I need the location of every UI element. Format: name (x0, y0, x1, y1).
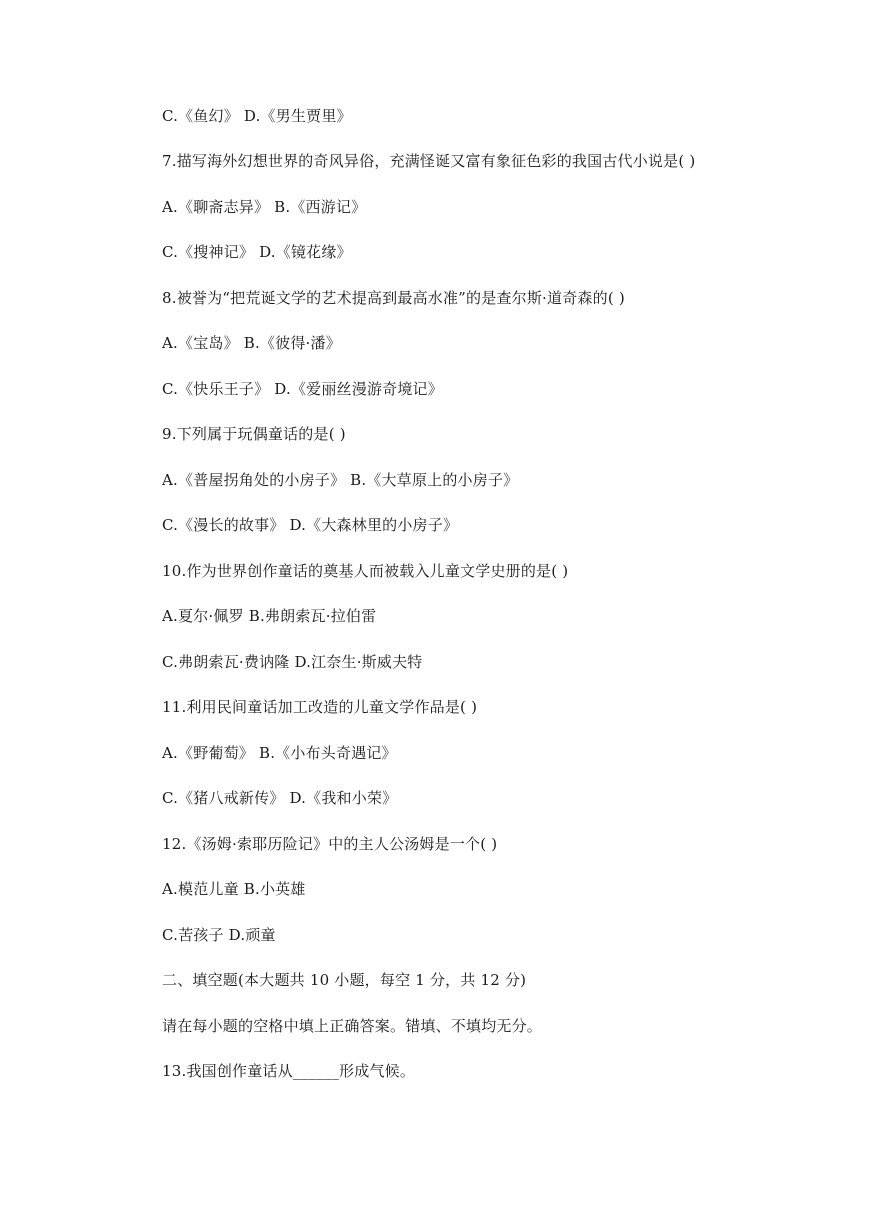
question-10: 10.作为世界创作童话的奠基人而被载入儿童文学史册的是( ) (162, 562, 569, 580)
question-11: 11.利用民间童话加工改造的儿童文学作品是( ) (162, 698, 478, 716)
section-instructions: 请在每小题的空格中填上正确答案。错填、不填均无分。 (162, 1017, 543, 1035)
question-8: 8.被誉为“把荒诞文学的艺术提高到最高水准”的是查尔斯·道奇森的( ) (162, 289, 625, 307)
option-line-q7-ab: A.《聊斋志异》 B.《西游记》 (162, 198, 367, 216)
option-line-q8-cd: C.《快乐王子》 D.《爱丽丝漫游奇境记》 (162, 380, 443, 398)
option-line-q6-cd: C.《鱼幻》 D.《男生贾里》 (162, 107, 352, 125)
question-12: 12.《汤姆·索耶历险记》中的主人公汤姆是一个( ) (162, 835, 498, 853)
option-line-q10-ab: A.夏尔·佩罗 B.弗朗索瓦·拉伯雷 (162, 607, 377, 625)
section-heading-fill-in: 二、填空题(本大题共 10 小题，每空 1 分，共 12 分) (162, 971, 527, 989)
question-7: 7.描写海外幻想世界的奇风异俗，充满怪诞又富有象征色彩的我国古代小说是( ) (162, 152, 696, 170)
option-line-q10-cd: C.弗朗索瓦·费讷隆 D.江奈生·斯威夫特 (162, 653, 423, 671)
option-line-q7-cd: C.《搜神记》 D.《镜花缘》 (162, 243, 352, 261)
question-9: 9.下列属于玩偶童话的是( ) (162, 425, 346, 443)
option-line-q8-ab: A.《宝岛》 B.《彼得·潘》 (162, 334, 341, 352)
option-line-q9-cd: C.《漫长的故事》 D.《大森林里的小房子》 (162, 516, 459, 534)
option-line-q11-cd: C.《猪八戒新传》 D.《我和小荣》 (162, 789, 398, 807)
option-line-q12-ab: A.模范儿童 B.小英雄 (162, 880, 306, 898)
question-13: 13.我国创作童话从______形成气候。 (162, 1062, 416, 1080)
option-line-q12-cd: C.苦孩子 D.顽童 (162, 926, 276, 944)
option-line-q9-ab: A.《普屋拐角处的小房子》 B.《大草原上的小房子》 (162, 471, 519, 489)
option-line-q11-ab: A.《野葡萄》 B.《小布头奇遇记》 (162, 744, 397, 762)
